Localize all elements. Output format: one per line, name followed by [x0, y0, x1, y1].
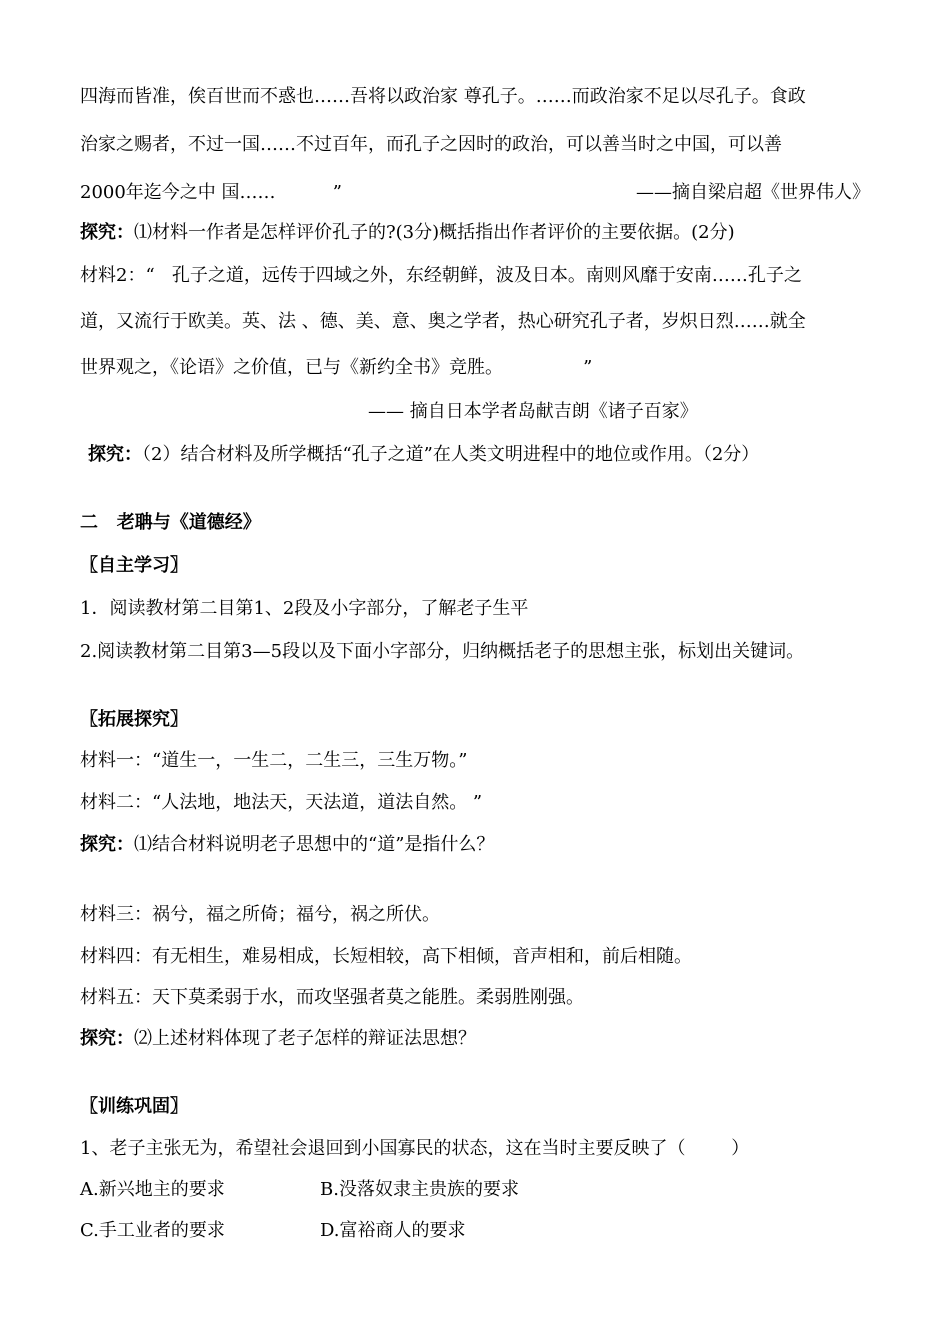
question-label: 探究： [80, 1028, 134, 1049]
material1-line-3: 2000年迄今之中 国…… ” [80, 182, 342, 203]
material2-line-3: 世界观之，《论语》之价值，已与《新约全书》竞胜。 ” [80, 357, 593, 378]
material1-source: ——摘自梁启超《世界伟人》 [636, 182, 870, 203]
material2-source: —— 摘自日本学者岛献吉朗《诸子百家》 [368, 401, 698, 422]
option-b: B.没落奴隶主贵族的要求 [320, 1179, 519, 1200]
explore-material-2: 材料二：“人法地，地法天，天法道，道法自然。 ” [80, 792, 483, 813]
question-1 [80, 221, 735, 245]
practice-heading: 〖训练巩固〗 [80, 1096, 188, 1117]
question-2 [88, 443, 759, 467]
self-study-item-1: 1．阅读教材第二目第1、2段及小字部分，了解老子生平 [80, 598, 529, 619]
question-label: 探究： [80, 222, 134, 243]
self-study-heading: 〖自主学习〗 [80, 555, 188, 576]
question-label: 探究： [88, 444, 142, 465]
option-c: C.手工业者的要求 [80, 1220, 225, 1241]
question-label: 探究： [80, 834, 134, 855]
option-d: D.富裕商人的要求 [320, 1220, 466, 1241]
option-a: A.新兴地主的要求 [80, 1179, 225, 1200]
question-text: ⑵上述材料体现了老子怎样的辩证法思想？ [134, 1028, 476, 1049]
explore-material-1: 材料一：“道生一，一生二，二生三，三生万物。” [80, 750, 468, 771]
question-text: ⑴材料一作者是怎样评价孔子的?(3分)概括指出作者评价的主要依据。(2分) [134, 222, 735, 243]
explore-question-1 [80, 833, 494, 857]
explore-material-4: 材料四：有无相生，难易相成，长短相较，高下相倾，音声相和，前后相随。 [80, 946, 692, 967]
practice-question-1: 1、老子主张无为，希望社会退回到小国寡民的状态，这在当时主要反映了（ ） [80, 1138, 750, 1159]
question-text: （2）结合材料及所学概括“孔子之道”在人类文明进程中的地位或作用。（2分） [142, 444, 760, 465]
section-title: 二 老聃与《道德经》 [80, 512, 261, 533]
material2-line-2: 道，又流行于欧美。英、法 、德、美、意、奥之学者，热心研究孔子者，岁炽日烈……就全 [80, 311, 806, 332]
explore-material-5: 材料五：天下莫柔弱于水，而攻坚强者莫之能胜。柔弱胜刚强。 [80, 987, 584, 1008]
material1-line-1: 四海而皆准，俟百世而不惑也……吾将以政治家 尊孔子。……而政治家不足以尽孔子。食政 [80, 86, 806, 107]
self-study-item-2: 2.阅读教材第二目第3—5段以及下面小字部分，归纳概括老子的思想主张，标划出关键词。 [80, 641, 805, 662]
explore-material-3: 材料三：祸兮，福之所倚；福兮，祸之所伏。 [80, 904, 440, 925]
question-text: ⑴结合材料说明老子思想中的“道”是指什么？ [134, 834, 495, 855]
explore-heading: 〖拓展探究〗 [80, 709, 188, 730]
material1-line-2: 治家之赐者，不过一国……不过百年，而孔子之因时的政治，可以善当时之中国，可以善 [80, 134, 782, 155]
material2-line-1: 材料2：“ 孔子之道，远传于四域之外，东经朝鲜，波及日本。南则风靡于安南……孔子之 [80, 265, 802, 286]
explore-question-2 [80, 1027, 476, 1051]
